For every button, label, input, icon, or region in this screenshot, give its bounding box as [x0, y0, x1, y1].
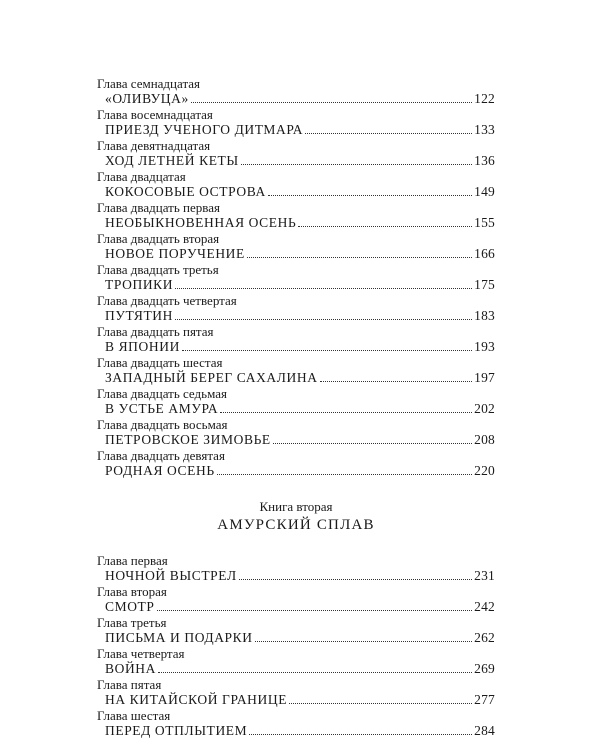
toc-entry[interactable] [97, 138, 495, 169]
toc-entry[interactable] [97, 553, 495, 584]
chapter-number-label: Глава двадцать девятая [97, 448, 225, 463]
chapter-title: В ЯПОНИИ [105, 339, 180, 354]
page-number: 149 [474, 184, 495, 199]
chapter-title: ПРИЕЗД УЧЕНОГО ДИТМАРА [105, 122, 304, 137]
chapter-title-row [105, 184, 495, 200]
page-number: 136 [474, 153, 495, 168]
dot-leader [249, 734, 472, 735]
toc-entry[interactable] [97, 355, 495, 386]
dot-leader [182, 350, 472, 351]
dot-leader [320, 381, 473, 382]
toc-entry[interactable] [97, 448, 495, 479]
chapter-title-row [105, 277, 495, 293]
book2-chapter-list [97, 553, 495, 739]
chapter-title-row [105, 246, 495, 262]
toc-entry[interactable] [97, 584, 495, 615]
chapter-title: ЗАПАДНЫЙ БЕРЕГ САХАЛИНА [105, 370, 318, 385]
chapter-title-row [105, 122, 495, 138]
chapter-title-row [105, 401, 495, 417]
chapter-title: ПУТЯТИН [105, 308, 173, 323]
chapter-number-label: Глава двадцать седьмая [97, 386, 227, 401]
chapter-number-label: Глава девятнадцатая [97, 138, 211, 153]
chapter-title: НОВОЕ ПОРУЧЕНИЕ [105, 246, 245, 261]
dot-leader [305, 133, 472, 134]
dot-leader [298, 226, 472, 227]
toc-entry[interactable] [97, 200, 495, 231]
chapter-number-label: Глава вторая [97, 584, 167, 599]
page-number: 284 [474, 723, 495, 738]
page-number: 175 [474, 277, 495, 292]
dot-leader [175, 288, 472, 289]
book2-heading [97, 499, 495, 535]
chapter-number-label: Глава третья [97, 615, 167, 630]
chapter-number-label: Глава двадцать восьмая [97, 417, 228, 432]
chapter-number-label: Глава двадцать шестая [97, 355, 223, 370]
chapter-title: КОКОСОВЫЕ ОСТРОВА [105, 184, 266, 199]
chapter-title: ВОЙНА [105, 661, 157, 676]
page-number: 242 [474, 599, 495, 614]
chapter-number-label: Глава восемнадцатая [97, 107, 213, 122]
page-number: 269 [474, 661, 495, 676]
chapter-number-label: Глава двадцать вторая [97, 231, 220, 246]
page-number: 208 [474, 432, 495, 447]
page-number: 122 [474, 91, 495, 106]
chapter-title: НЕОБЫКНОВЕННАЯ ОСЕНЬ [105, 215, 297, 230]
chapter-title-row [105, 630, 495, 646]
dot-leader [289, 703, 472, 704]
chapter-title: В УСТЬЕ АМУРА [105, 401, 219, 416]
dot-leader [220, 412, 472, 413]
chapter-title-row [105, 339, 495, 355]
page-number: 133 [474, 122, 495, 137]
toc-entry[interactable] [97, 708, 495, 739]
chapter-title-row [105, 723, 495, 739]
chapter-title: СМОТР [105, 599, 155, 614]
dot-leader [175, 319, 472, 320]
chapter-title: НОЧНОЙ ВЫСТРЕЛ [105, 568, 237, 583]
page-number: 193 [474, 339, 495, 354]
toc-entry[interactable] [97, 76, 495, 107]
page-number: 202 [474, 401, 495, 416]
chapter-number-label: Глава четвертая [97, 646, 185, 661]
table-of-contents [97, 76, 495, 739]
chapter-title: НА КИТАЙСКОЙ ГРАНИЦЕ [105, 692, 288, 707]
dot-leader [157, 610, 473, 611]
chapter-title: РОДНАЯ ОСЕНЬ [105, 463, 215, 478]
page-number: 262 [474, 630, 495, 645]
dot-leader [191, 102, 472, 103]
chapter-number-label: Глава двадцать третья [97, 262, 219, 277]
dot-leader [158, 672, 472, 673]
toc-entry[interactable] [97, 677, 495, 708]
chapter-title-row [105, 432, 495, 448]
page-number: 277 [474, 692, 495, 707]
toc-entry[interactable] [97, 107, 495, 138]
toc-entry[interactable] [97, 262, 495, 293]
chapter-title: ТРОПИКИ [105, 277, 174, 292]
toc-entry[interactable] [97, 417, 495, 448]
toc-entry[interactable] [97, 324, 495, 355]
chapter-number-label: Глава двадцать четвертая [97, 293, 237, 308]
chapter-title-row [105, 91, 495, 107]
chapter-number-label: Глава семнадцатая [97, 76, 201, 91]
toc-entry[interactable] [97, 646, 495, 677]
dot-leader [268, 195, 472, 196]
page-number: 166 [474, 246, 495, 261]
toc-entry[interactable] [97, 293, 495, 324]
chapter-title-row [105, 568, 495, 584]
chapter-title-row [105, 463, 495, 479]
chapter-title-row [105, 661, 495, 677]
chapter-title-row [105, 308, 495, 324]
dot-leader [255, 641, 473, 642]
chapter-title-row [105, 692, 495, 708]
book2-label: Книга вторая [259, 499, 333, 514]
toc-entry[interactable] [97, 615, 495, 646]
chapter-number-label: Глава двадцать первая [97, 200, 220, 215]
chapter-title-row [105, 370, 495, 386]
dot-leader [239, 579, 472, 580]
page-number: 155 [474, 215, 495, 230]
dot-leader [247, 257, 472, 258]
chapter-number-label: Глава пятая [97, 677, 162, 692]
chapter-title-row [105, 215, 495, 231]
chapter-title: ПЕТРОВСКОЕ ЗИМОВЬЕ [105, 432, 271, 447]
chapter-title: «ОЛИВУЦА» [105, 91, 189, 106]
page-number: 183 [474, 308, 495, 323]
book2-title: АМУРСКИЙ СПЛАВ [217, 517, 375, 533]
chapter-number-label: Глава двадцать пятая [97, 324, 214, 339]
toc-entry[interactable] [97, 386, 495, 417]
chapter-number-label: Глава первая [97, 553, 168, 568]
chapter-title: ПИСЬМА И ПОДАРКИ [105, 630, 253, 645]
chapter-number-label: Глава двадцатая [97, 169, 186, 184]
dot-leader [273, 443, 472, 444]
page-number: 197 [474, 370, 495, 385]
chapter-title-row [105, 599, 495, 615]
chapter-title: ПЕРЕД ОТПЛЫТИЕМ [105, 723, 248, 738]
page-number: 220 [474, 463, 495, 478]
page-number: 231 [474, 568, 495, 583]
toc-entry[interactable] [97, 169, 495, 200]
dot-leader [217, 474, 472, 475]
chapter-number-label: Глава шестая [97, 708, 171, 723]
chapter-title-row [105, 153, 495, 169]
toc-entry[interactable] [97, 231, 495, 262]
dot-leader [241, 164, 472, 165]
book1-chapter-list [97, 76, 495, 479]
chapter-title: ХОД ЛЕТНЕЙ КЕТЫ [105, 153, 239, 168]
